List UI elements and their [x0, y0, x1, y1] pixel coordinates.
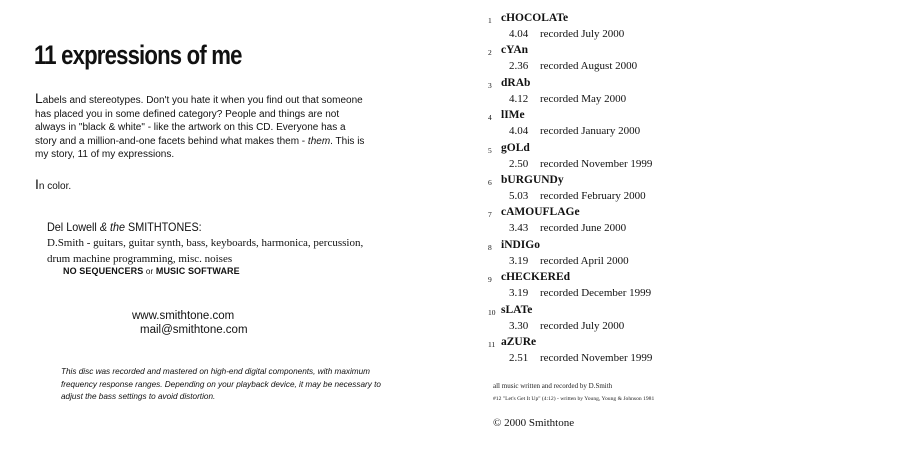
- track-item: [488, 304, 788, 336]
- track-name: cHOCOLATe: [501, 12, 569, 24]
- no-seq-or: or: [145, 267, 154, 276]
- credits-block: [493, 380, 654, 406]
- band-title: [47, 220, 202, 234]
- track-duration: 4.04: [509, 125, 529, 138]
- track-info: [509, 93, 626, 105]
- track-info: [509, 287, 651, 299]
- no-seq-part-2: MUSIC SOFTWARE: [153, 266, 240, 276]
- track-item: [488, 44, 788, 76]
- track-item: [488, 239, 788, 271]
- track-number: 2: [488, 48, 492, 58]
- track-info: [509, 28, 624, 40]
- track-info: [509, 125, 640, 137]
- track-number: 9: [488, 275, 492, 285]
- no-sequencers-note: [63, 266, 240, 276]
- track-name: gOLd: [501, 141, 530, 154]
- intro-emphasis: them: [307, 135, 331, 147]
- track-name: cHECKEREd: [501, 271, 571, 284]
- track-list: [488, 12, 788, 368]
- track-duration: 4.04: [509, 28, 529, 40]
- track-duration: 4.12: [509, 92, 529, 105]
- track-recorded: recorded July 2000: [540, 319, 625, 332]
- track-recorded: recorded January 2000: [540, 125, 641, 138]
- website-link[interactable]: www.smithtone.com: [132, 310, 235, 322]
- track-recorded: recorded August 2000: [540, 60, 638, 73]
- track-recorded: recorded December 1999: [540, 287, 652, 300]
- track-info: [509, 352, 652, 364]
- track-name: aZURe: [501, 335, 537, 348]
- track-item: [488, 271, 788, 303]
- intro-text-part-1: abels and stereotypes. Don't you hate it when you find out that someone has placed you in some defined category? People and things are not always in "black & white" - like the artwork on this CD. Everyone has a story and a million-and-one facets behind what makes them -: [35, 95, 363, 147]
- track-item: [488, 12, 788, 44]
- track-duration: 2.51: [509, 351, 529, 364]
- email-link[interactable]: mail@smithtone.com: [140, 324, 248, 336]
- track-number: 8: [488, 242, 492, 252]
- track-recorded: recorded November 1999: [540, 157, 653, 170]
- album-title: 11 expressions of me: [34, 40, 242, 70]
- track-name: lIMe: [501, 109, 525, 122]
- track-number: 4: [488, 113, 492, 123]
- band-name-part-2: SMITHTONES:: [125, 220, 202, 234]
- track-name: cAMOUFLAGe: [501, 206, 580, 219]
- track-name: dRAb: [501, 76, 531, 89]
- track-duration: 2.36: [509, 60, 529, 73]
- track-duration: 3.30: [509, 319, 529, 332]
- track-info: [509, 60, 637, 72]
- track-item: [488, 206, 788, 238]
- no-seq-part-1: NO SEQUENCERS: [63, 266, 146, 276]
- track-item: [488, 77, 788, 109]
- track-number: 3: [488, 80, 492, 90]
- track-number: 1: [488, 16, 492, 25]
- track-info: [509, 158, 652, 170]
- track-recorded: recorded November 1999: [540, 351, 653, 364]
- track-name: sLATe: [501, 303, 533, 316]
- track-item: [488, 336, 788, 368]
- track-number: 6: [488, 177, 492, 187]
- track-info: [509, 255, 629, 267]
- track-duration: 3.19: [509, 287, 529, 300]
- in-color-drop-cap: I: [35, 176, 39, 192]
- track-duration: 5.03: [509, 189, 529, 202]
- in-color-text: n color.: [38, 181, 72, 192]
- written-by-credit: all music written and recorded by D.Smith: [493, 382, 613, 390]
- track-recorded: recorded February 2000: [540, 189, 646, 202]
- intro-text-part-2: . This is my story, 11 of my expressions.: [35, 135, 365, 160]
- track-item: [488, 142, 788, 174]
- track-duration: 3.19: [509, 254, 529, 267]
- track-number: 10: [488, 307, 496, 317]
- track-number: 7: [488, 210, 492, 220]
- bonus-track-note: #12 "Let's Get It Up" (4:12) - written by Young, Young & Johnson 1981: [493, 396, 655, 402]
- track-info: [509, 222, 626, 234]
- intro-paragraph: [35, 92, 365, 162]
- in-color-line: [35, 176, 71, 192]
- track-number: 5: [488, 145, 492, 155]
- band-name-part-1: Del Lowell: [47, 220, 100, 234]
- track-name: iNDIGo: [501, 238, 540, 251]
- track-recorded: recorded April 2000: [540, 254, 629, 267]
- track-duration: 3.43: [509, 222, 529, 235]
- track-info: [509, 190, 646, 202]
- track-recorded: recorded June 2000: [540, 222, 627, 235]
- copyright-notice: © 2000 Smithtone: [493, 417, 575, 429]
- band-members: D.Smith - guitars, guitar synth, bass, keyboards, harmonica, percussion, drum machine programming, misc. noises: [47, 237, 364, 265]
- contact-block: [132, 309, 248, 337]
- track-info: [509, 320, 624, 332]
- track-number: 11: [488, 339, 496, 349]
- track-recorded: recorded May 2000: [540, 92, 627, 105]
- track-item: [488, 174, 788, 206]
- track-item: [488, 109, 788, 141]
- track-duration: 2.50: [509, 157, 529, 170]
- disclaimer: This disc was recorded and mastered on high-end digital components, with maximum frequency response ranges. Depending on your playback device, it may be necessary to adjust the bass settings to avoid distortion.: [61, 367, 381, 401]
- track-name: cYAn: [501, 44, 529, 57]
- intro-drop-cap: L: [35, 90, 43, 106]
- track-name: bURGUNDy: [501, 173, 564, 186]
- track-recorded: recorded July 2000: [540, 28, 625, 40]
- band-amp: & the: [99, 220, 126, 234]
